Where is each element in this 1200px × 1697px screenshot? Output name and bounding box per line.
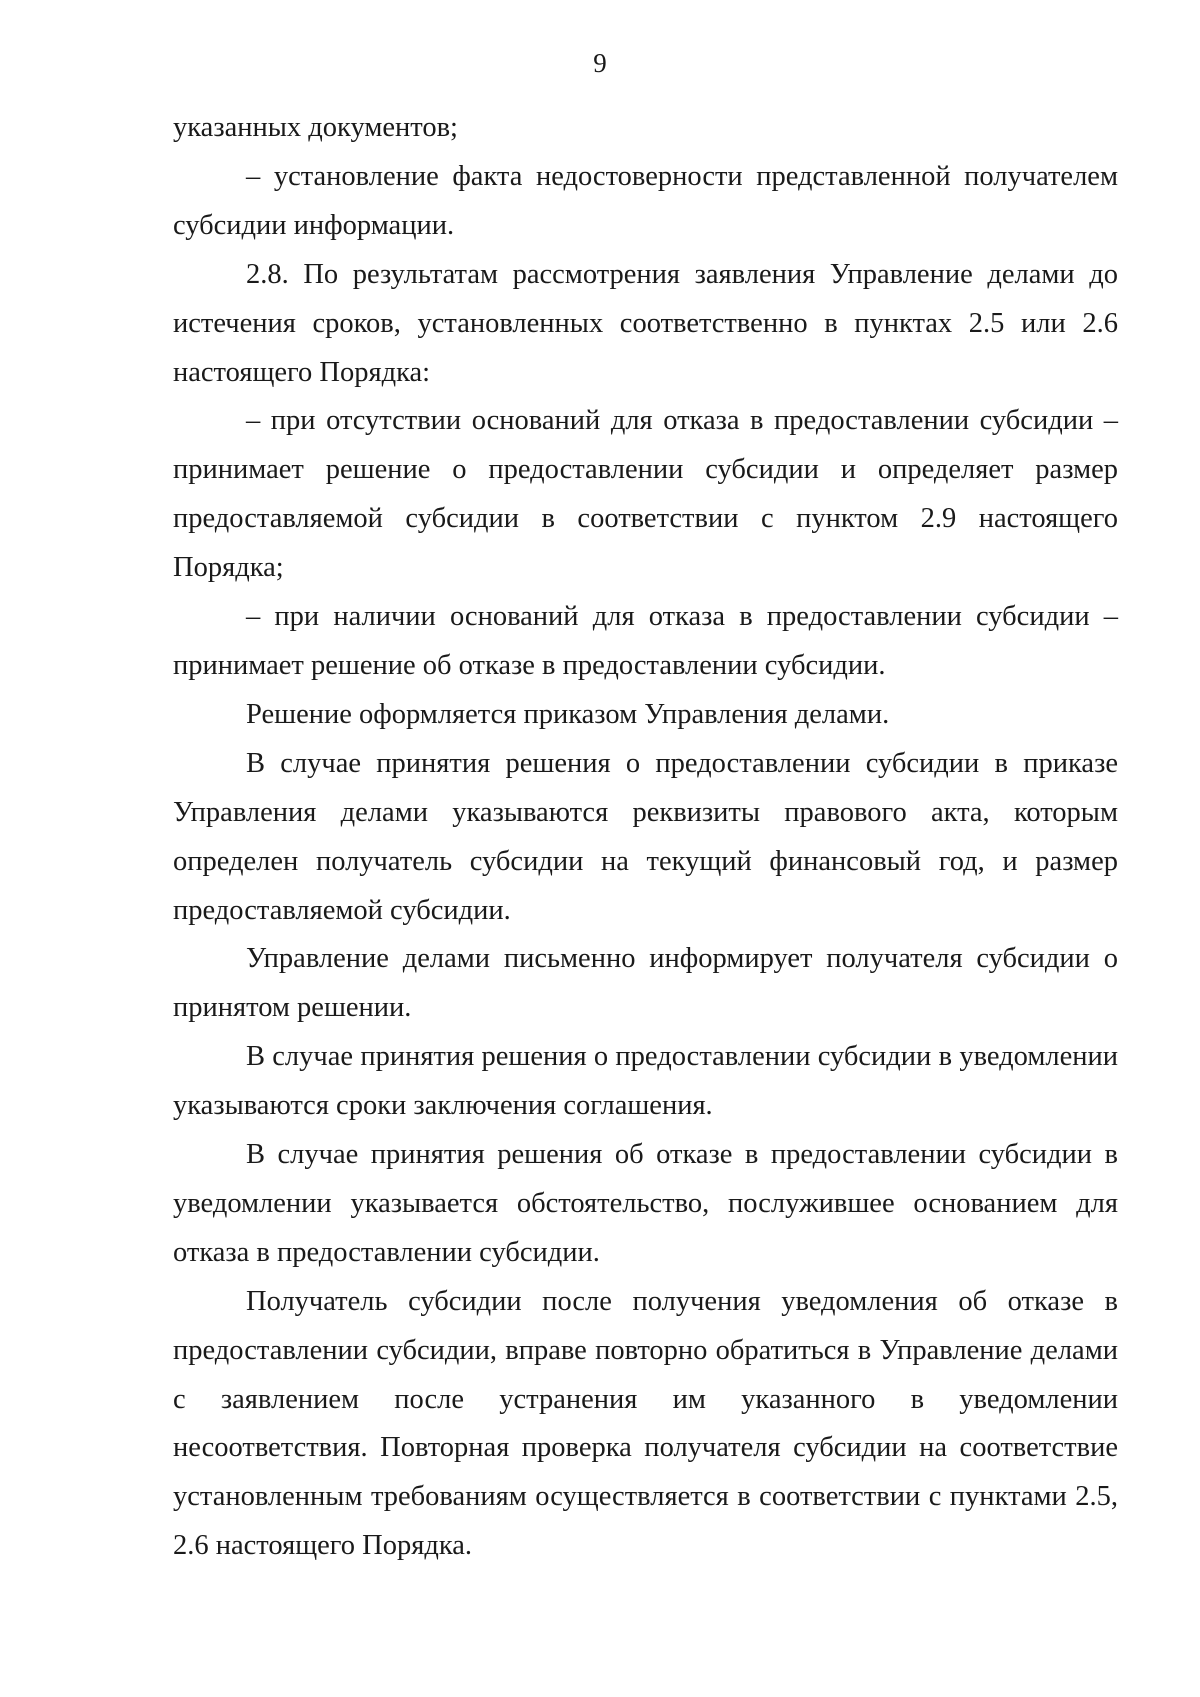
paragraph-clause-2-8: 2.8. По результатам рассмотрения заявления Управление делами до истечения сроков, установленных соответственно в пунктах 2.5 или 2.6 настоящего Порядка: — [173, 258, 1118, 388]
paragraph: В случае принятия решения о предоставлении субсидии в приказе Управления делами указываются реквизиты правового акта, которым определен получатель субсидии на текущий финансовый год, и размер предоставляемой субсидии. — [173, 747, 1118, 926]
paragraph: Получатель субсидии после получения уведомления об отказе в предоставлении субсидии, вправе повторно обратиться в Управление делами с заявлением после устранения им указанного в уведомлении несоответствия. Повторная проверка получателя субсидии на соответствие установленным требованиям осуществляется в соответствии с пунктами 2.5, 2.6 настоящего Порядка. — [173, 1285, 1118, 1562]
paragraph-list-item: – установление факта недостоверности представленной получателем субсидии информации. — [173, 160, 1118, 241]
paragraph-continuation: указанных документов; — [173, 112, 458, 143]
paragraph: Решение оформляется приказом Управления делами. — [246, 698, 890, 730]
paragraph: Управление делами письменно информирует получателя субсидии о принятом решении. — [173, 943, 1118, 1024]
paragraph-list-item: – при наличии оснований для отказа в предоставлении субсидии – принимает решение об отказе в предоставлении субсидии. — [173, 601, 1118, 681]
paragraph-list-item: – при отсутствии оснований для отказа в предоставлении субсидии – принимает решение о предоставлении субсидии и определяет размер предоставляемой субсидии в соответствии с пунктом 2.9 настоящего Порядка; — [173, 405, 1118, 584]
page-number: 9 — [593, 48, 607, 78]
paragraph: В случае принятия решения о предоставлении субсидии в уведомлении указываются сроки заключения соглашения. — [173, 1041, 1118, 1122]
document-body — [173, 104, 1118, 1571]
paragraph: В случае принятия решения об отказе в предоставлении субсидии в уведомлении указывается обстоятельство, послужившее основанием для отказа в предоставлении субсидии. — [173, 1139, 1118, 1268]
